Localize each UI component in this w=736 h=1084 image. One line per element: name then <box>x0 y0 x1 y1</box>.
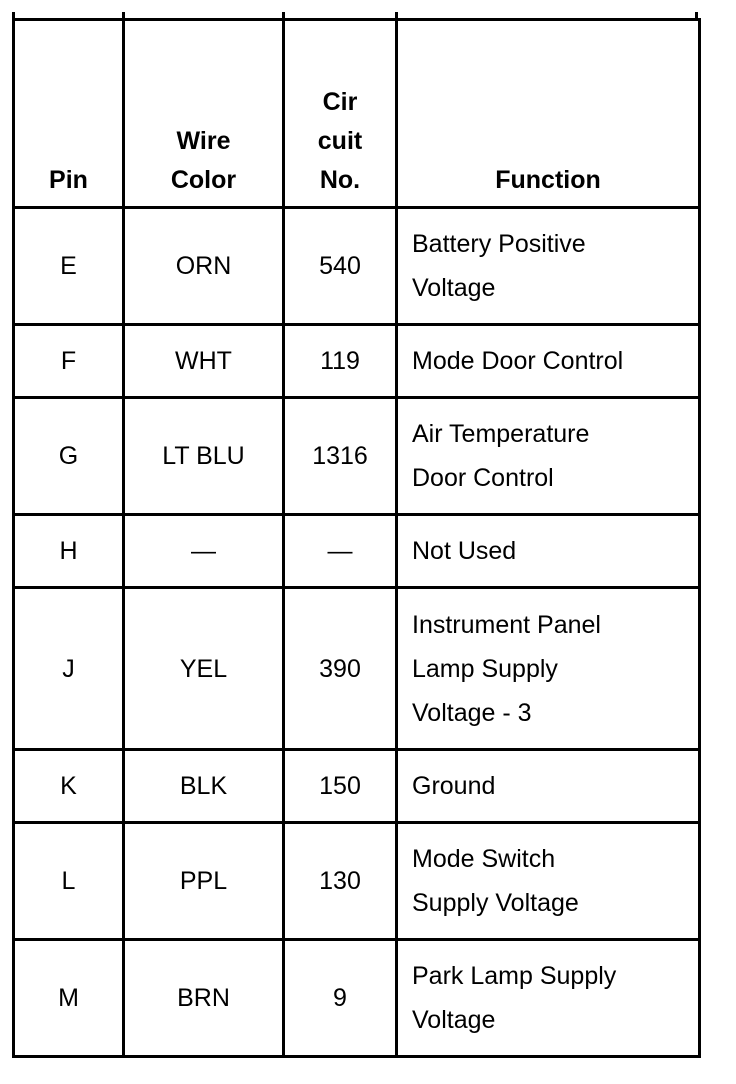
circuit-cell: 390 <box>284 588 397 750</box>
table-row <box>14 325 700 398</box>
wire-color-cell: LT BLU <box>124 398 284 515</box>
table-row <box>14 750 700 823</box>
function-cell: Ground <box>397 750 700 823</box>
table-row <box>14 398 700 515</box>
pin-cell: E <box>14 208 124 325</box>
function-cell: Mode Switch Supply Voltage <box>397 823 700 940</box>
header-row <box>14 20 700 208</box>
wire-color-cell: PPL <box>124 823 284 940</box>
pin-cell: K <box>14 750 124 823</box>
table-row <box>14 208 700 325</box>
header-wire-color: Wire Color <box>124 20 284 208</box>
circuit-cell: — <box>284 515 397 588</box>
wire-color-cell: YEL <box>124 588 284 750</box>
pin-cell: L <box>14 823 124 940</box>
wire-color-cell: BLK <box>124 750 284 823</box>
function-cell: Instrument Panel Lamp Supply Voltage - 3 <box>397 588 700 750</box>
function-cell: Battery Positive Voltage <box>397 208 700 325</box>
pin-cell: J <box>14 588 124 750</box>
header-function: Function <box>397 20 700 208</box>
circuit-cell: 1316 <box>284 398 397 515</box>
table-row <box>14 940 700 1057</box>
pin-cell: M <box>14 940 124 1057</box>
function-cell: Air Temperature Door Control <box>397 398 700 515</box>
circuit-cell: 540 <box>284 208 397 325</box>
wire-color-cell: BRN <box>124 940 284 1057</box>
pin-cell: F <box>14 325 124 398</box>
circuit-cell: 150 <box>284 750 397 823</box>
wire-color-cell: ORN <box>124 208 284 325</box>
function-cell: Mode Door Control <box>397 325 700 398</box>
connector-pinout-table <box>12 18 701 1058</box>
function-cell: Not Used <box>397 515 700 588</box>
pin-cell: G <box>14 398 124 515</box>
function-cell: Park Lamp Supply Voltage <box>397 940 700 1057</box>
circuit-cell: 9 <box>284 940 397 1057</box>
circuit-cell: 119 <box>284 325 397 398</box>
header-pin: Pin <box>14 20 124 208</box>
header-circuit-no: Cir cuit No. <box>284 20 397 208</box>
pin-cell: H <box>14 515 124 588</box>
circuit-cell: 130 <box>284 823 397 940</box>
table-row <box>14 515 700 588</box>
wire-color-cell: WHT <box>124 325 284 398</box>
table-row <box>14 823 700 940</box>
table-row <box>14 588 700 750</box>
wire-color-cell: — <box>124 515 284 588</box>
